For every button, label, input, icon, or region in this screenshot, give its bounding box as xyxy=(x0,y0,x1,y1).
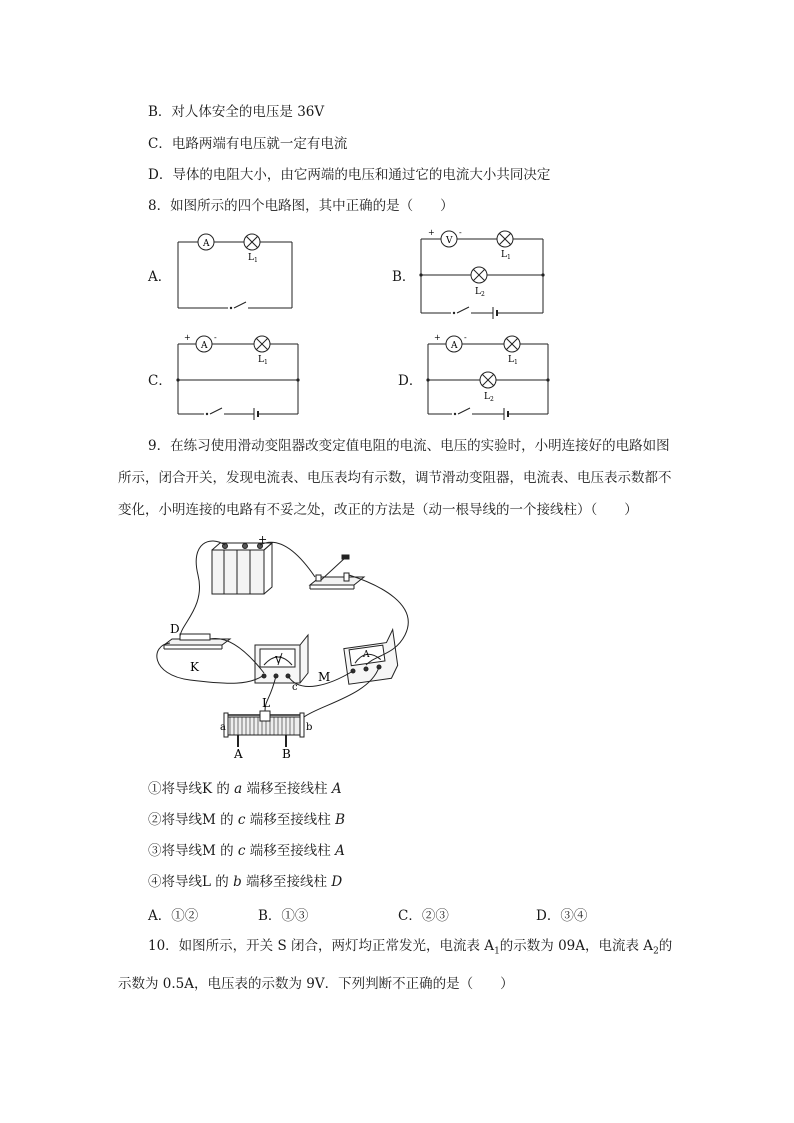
q9-option-b: B．①③ xyxy=(258,908,309,924)
svg-text:D: D xyxy=(170,622,180,636)
lamp-l1-label: $L_1$ xyxy=(248,253,258,264)
q9-item-1: ①将导线K 的 a 端移至接线柱 A xyxy=(148,781,342,797)
voltmeter-symbol: V xyxy=(446,236,453,246)
q8-label-a: A． xyxy=(148,269,172,285)
q8-label-b: B． xyxy=(392,269,416,285)
q7-option-b: B．对人体安全的电压是 36V xyxy=(148,104,325,120)
circuit-diagram-a xyxy=(170,228,300,314)
q9-item-2: ②将导线M 的 c 端移至接线柱 B xyxy=(148,812,345,828)
svg-text:+: + xyxy=(258,535,268,546)
q10-stem: 10．如图所示，开关 S 闭合，两灯均正常发光，电流表 $A_1$的示数为 09A，电流表 $A_2$的示数为 0.5A，电压表的示数为 9V．下列判断不正确的是（ ） xyxy=(118,938,673,992)
ammeter-symbol: A xyxy=(451,341,458,351)
q7-option-d: D．导体的电阻大小，由它两端的电压和通过它的电流大小共同决定 xyxy=(148,167,551,183)
q8-label-d: D． xyxy=(398,373,423,389)
svg-text:+: + xyxy=(184,333,191,342)
q9-option-c: C．②③ xyxy=(398,908,449,924)
q9-item-3: ③将导线M 的 c 端移至接线柱 A xyxy=(148,843,345,859)
svg-text:A: A xyxy=(234,747,243,760)
svg-text:+: + xyxy=(434,333,441,342)
svg-text:b: b xyxy=(306,722,313,733)
svg-text:L: L xyxy=(262,696,270,710)
q9-apparatus-figure xyxy=(150,535,420,760)
svg-text:-: - xyxy=(214,333,217,342)
q7-option-c: C．电路两端有电压就一定有电流 xyxy=(148,136,348,152)
svg-text:-: - xyxy=(464,333,467,342)
q9-stem: 9．在练习使用滑动变阻器改变定值电阻的电流、电压的实验时，小明连接好的电路如图所示，闭合开关，发现电流表、电压表均有示数，调节滑动变阻器，电流表、电压表示数都不变化，小明连接的电路有不妥之处，改正的方法是（动一根导线的一个接线柱）（ ） xyxy=(118,438,672,518)
lamp-l2-label: $L_2$ xyxy=(475,287,485,298)
svg-text:a: a xyxy=(220,722,226,733)
circuit-diagram-b xyxy=(415,225,550,321)
lamp-l1-label: $L_1$ xyxy=(258,355,268,366)
svg-text:M: M xyxy=(318,670,331,684)
q9-option-d: D．③④ xyxy=(536,908,588,924)
q9-option-a: A．①② xyxy=(148,908,199,924)
svg-text:+: + xyxy=(428,228,435,237)
lamp-l1-label: $L_1$ xyxy=(508,355,518,366)
lamp-l2-label: $L_2$ xyxy=(484,392,494,403)
svg-text:V: V xyxy=(275,656,282,666)
svg-text:-: - xyxy=(459,228,462,237)
svg-text:B: B xyxy=(282,747,291,760)
circuit-diagram-c xyxy=(170,328,306,420)
q8-label-c: C． xyxy=(148,373,172,389)
ammeter-symbol: A xyxy=(203,239,210,249)
q8-stem: 8．如图所示的四个电路图，其中正确的是（ ） xyxy=(148,198,454,214)
q9-item-4: ④将导线L 的 b 端移至接线柱 D xyxy=(148,874,343,890)
ammeter-symbol: A xyxy=(201,341,208,351)
svg-text:K: K xyxy=(190,660,199,674)
circuit-diagram-d xyxy=(422,328,556,420)
svg-text:A: A xyxy=(363,650,370,660)
svg-text:c: c xyxy=(292,682,298,693)
lamp-l1-label: $L_1$ xyxy=(501,250,511,261)
